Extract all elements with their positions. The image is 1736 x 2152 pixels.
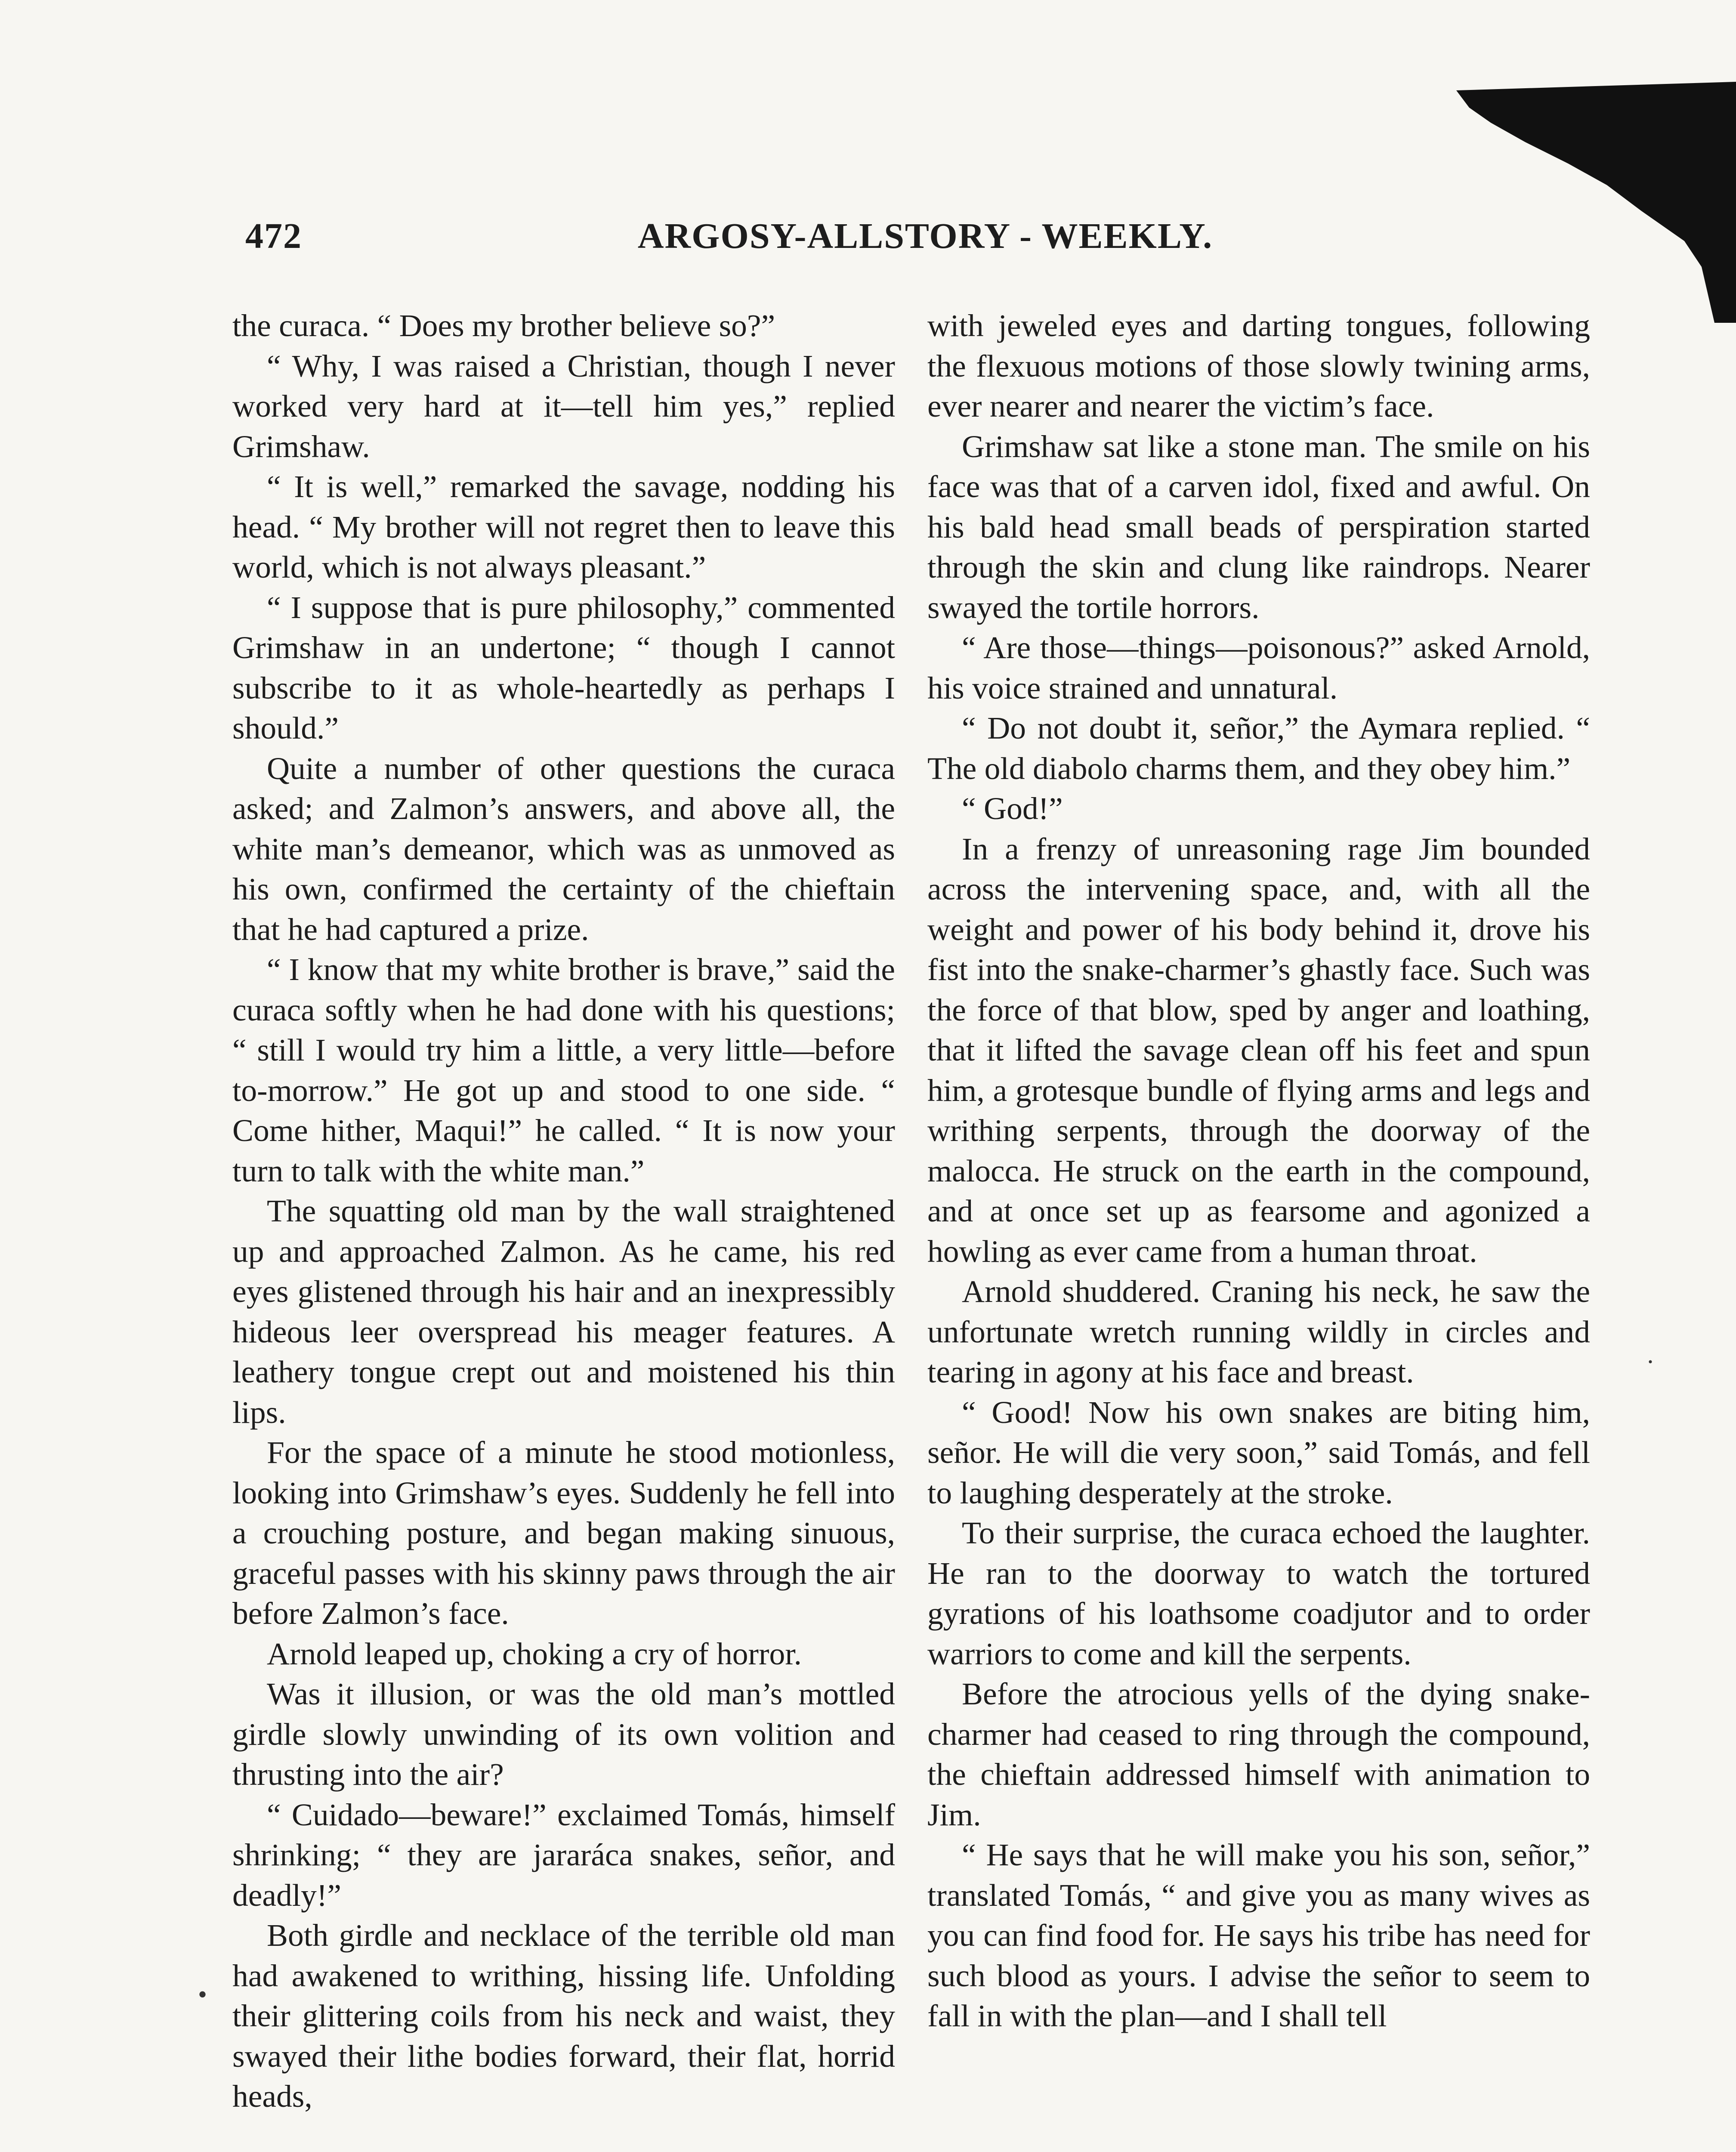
paragraph: The squatting old man by the wall straightened up and approached Zalmon. As he came, his red eyes glistened through his hair and an inexpressibly hideous leer overspread his meager features. A leathery tongue crept out and moistened his thin lips. <box>232 1193 895 1430</box>
paragraph: Arnold leaped up, choking a cry of horror. <box>267 1636 802 1671</box>
paragraph: To their surprise, the curaca echoed the laughter. He ran to the doorway to watch the tortured gyrations of his loathsome coadjutor and to order warriors to come and kill the serpents. <box>927 1515 1590 1671</box>
paragraph: “ I know that my white brother is brave,” said the curaca softly when he had done with his questions; “ still I would try him a little, a very little—before to-morrow.” He got up and stood to one side. “ Come hither, Maqui!” he called. “ It is now your turn to talk with the white man.” <box>232 952 895 1188</box>
paragraph: the curaca. “ Does my brother believe so?” <box>232 308 775 343</box>
paragraph: “ Cuidado—beware!” exclaimed Tomás, himself shrinking; “ they are jararáca snakes, señor, and deadly!” <box>232 1797 895 1913</box>
stray-ink-dot: · <box>1646 1348 1655 1376</box>
paragraph: “ Do not doubt it, señor,” the Aymara replied. “ The old diabolo charms them, and they obey him.” <box>927 711 1590 786</box>
paragraph: For the space of a minute he stood motionless, looking into Grimshaw’s eyes. Suddenly he fell into a crouching posture, and began making sinuous, graceful passes with his skinny paws through the air before Zalmon’s face. <box>232 1435 895 1631</box>
right-column <box>927 306 1590 2036</box>
paragraph: “ Why, I was raised a Christian, though I never worked very hard at it—tell him yes,” replied Grimshaw. <box>232 348 895 464</box>
running-head: ARGOSY-ALLSTORY - WEEKLY. <box>637 216 1213 256</box>
paragraph: Quite a number of other questions the curaca asked; and Zalmon’s answers, and above all, the white man’s demeanor, which was as unmoved as his own, confirmed the certainty of the chieftain that he had captured a prize. <box>232 751 895 947</box>
paragraph: “ I suppose that is pure philosophy,” commented Grimshaw in an undertone; “ though I cannot subscribe to it as whole-heartedly as perhaps I should.” <box>232 590 895 745</box>
paragraph: Was it illusion, or was the old man’s mottled girdle slowly unwinding of its own volition and thrusting into the air? <box>232 1676 895 1792</box>
paragraph: “ It is well,” remarked the savage, nodding his head. “ My brother will not regret then to leave this world, which is not always pleasant.” <box>232 469 895 584</box>
paragraph: with jeweled eyes and darting tongues, following the flexuous motions of those slowly twining arms, ever nearer and nearer the victim’s face. <box>927 308 1590 424</box>
paragraph: “ He says that he will make you his son, señor,” translated Tomás, “ and give you as many wives as you can find food for. He says his tribe has need for such blood as yours. I advise the señor to seem to fall in with the plan—and I shall tell <box>927 1837 1590 2033</box>
paragraph: “ Good! Now his own snakes are biting him, señor. He will die very soon,” said Tomás, and fell to laughing desperately at the stroke. <box>927 1394 1590 1510</box>
page-header <box>232 215 1618 280</box>
left-column <box>232 306 895 2117</box>
paragraph: Grimshaw sat like a stone man. The smile on his face was that of a carven idol, fixed and awful. On his bald head small beads of perspiration started through the skin and clung like raindrops. Nearer swayed the tortile horrors. <box>927 429 1590 625</box>
paragraph: Arnold shuddered. Craning his neck, he saw the unfortunate wretch running wildly in circles and tearing in agony at his face and breast. <box>927 1274 1590 1389</box>
stray-ink-dot: • <box>198 1980 207 2009</box>
paragraph: In a frenzy of unreasoning rage Jim bounded across the intervening space, and, with all the weight and power of his body behind it, drove his fist into the snake-charmer’s ghastly face. Such was the force of that blow, sped by anger and loathing, that it lifted the savage clean off his feet and spun him, a grotesque bundle of flying arms and legs and writhing serpents, through the doorway of the malocca. He struck on the earth in the compound, and at once set up as fearsome and agonized a howling as ever came from a human throat. <box>927 831 1590 1269</box>
page-number: 472 <box>245 216 302 256</box>
paragraph: Before the atrocious yells of the dying snake-charmer had ceased to ring through the compound, the chieftain addressed himself with animation to Jim. <box>927 1676 1590 1832</box>
paragraph: “ Are those—things—poisonous?” asked Arnold, his voice strained and unnatural. <box>927 630 1590 705</box>
paragraph: “ God!” <box>962 791 1063 826</box>
corner-ink-blot <box>1383 82 1736 323</box>
paragraph: Both girdle and necklace of the terrible old man had awakened to writhing, hissing life. Unfolding their glittering coils from his neck and waist, they swayed their lithe bodies forward, their flat, horrid heads, <box>232 1918 895 2114</box>
